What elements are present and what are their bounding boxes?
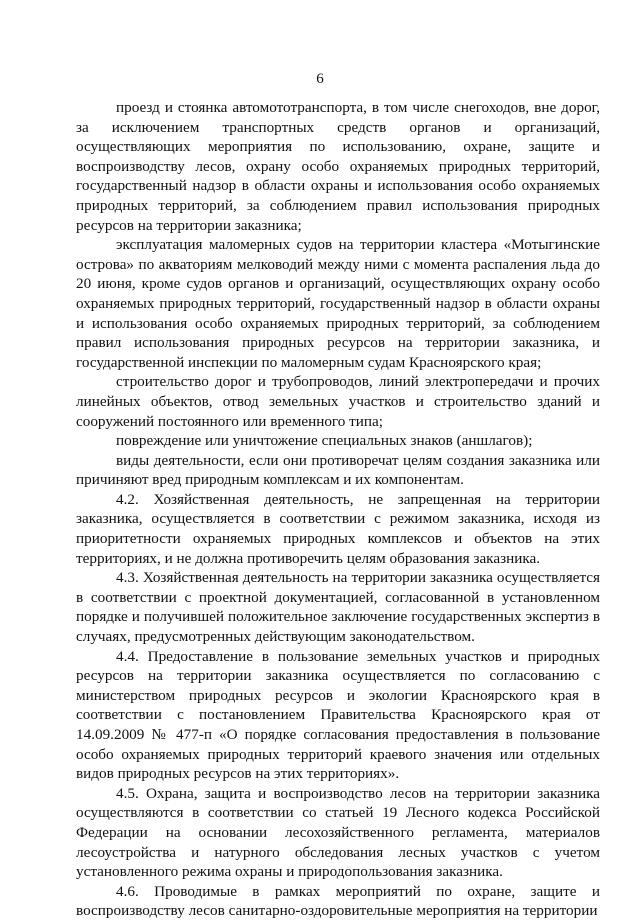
paragraph-signs-damage: повреждение или уничтожение специальных знаков (аншлагов);: [116, 432, 533, 450]
document-body: [76, 98, 600, 921]
paragraph-harmful-activities: виды деятельности, если они противоречат целям создания заказника или причиняют вред природным комплексам и их компонентам.: [76, 451, 600, 489]
paragraph-vehicle-restriction: проезд и стоянка автомототранспорта, в том числе снегоходов, вне дорог, за исключением транспортных средств органов и организаций, осуществляющих мероприятия по использованию, охране, защите и воспроизводству лесов, охрану особо охраняемых природных территорий, государственный надзор в области охраны и использования особо охраняемых природных территорий, за соблюдением правил использования природных ресурсов на территории заказника;: [76, 99, 600, 234]
paragraph-4-2: 4.2. Хозяйственная деятельность, не запрещенная на территории заказника, осуществляется в соответствии с режимом заказника, исходя из приоритетности охраняемых природных комплексов и объектов на этих территориях, и не должна противоречить целям образования заказника.: [76, 490, 600, 567]
page-number: 6: [316, 71, 324, 87]
paragraph-4-6: 4.6. Проводимые в рамках мероприятий по охране, защите и воспроизводству лесов санитарно-оздоровительные мероприятия на территории: [76, 882, 600, 920]
paragraph-construction: строительство дорог и трубопроводов, линий электропередачи и прочих линейных объектов, отвод земельных участков и строительство зданий и сооружений постоянного или временного типа;: [76, 373, 600, 430]
paragraph-4-3: 4.3. Хозяйственная деятельность на территории заказника осуществляется в соответствии с проектной документацией, согласованной в установленном порядке и получившей положительное заключение государственных экспертиз в случаях, предусмотренных действующим законодательством.: [76, 569, 600, 646]
paragraph-4-4: 4.4. Предоставление в пользование земельных участков и природных ресурсов на территории заказника осуществляется по согласованию с министерством природных ресурсов и экологии Красноярского края в соответствии с постановлением Правительства Красноярского края от 14.09.2009 № 477-п «О порядке согласования предоставления в пользование особо охраняемых природных территорий краевого значения или отдельных видов природных ресурсов на этих территориях».: [76, 647, 600, 783]
paragraph-4-5: 4.5. Охрана, защита и воспроизводство лесов на территории заказника осуществляются в соответствии со статьей 19 Лесного кодекса Российской Федерации на основании лесохозяйственного регламента, материалов лесоустройства и натурного обследования лесных участков с учетом установленного режима охраны и природопользования заказника.: [76, 784, 600, 881]
paragraph-small-vessels: эксплуатация маломерных судов на территории кластера «Мотыгинские острова» по акваториям мелководий между ними с момента распаления льда до 20 июня, кроме судов органов и организаций, осуществляющих охрану особо охраняемых природных территорий, государственный надзор в области охраны и использования особо охраняемых природных территорий, за соблюдением правил использования природных ресурсов на территории заказника, и государственной инспекции по маломерным судам Красноярского края;: [76, 236, 600, 371]
